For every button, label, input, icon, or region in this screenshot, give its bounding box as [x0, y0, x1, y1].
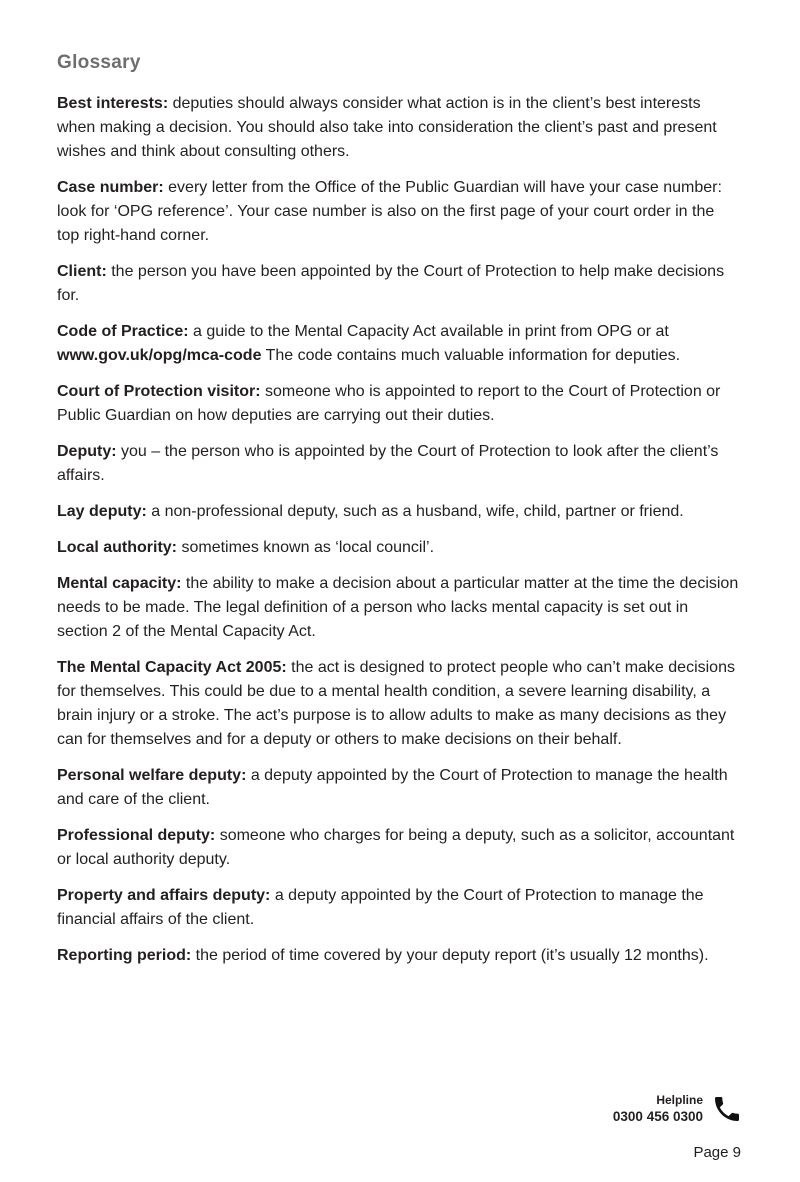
glossary-term: Case number: — [57, 179, 164, 196]
glossary-entry — [57, 764, 740, 812]
glossary-definition-text: sometimes known as ‘local council’. — [177, 539, 435, 556]
glossary-definition-text: The code contains much valuable information for deputies. — [261, 347, 681, 364]
page-title: Glossary — [57, 52, 141, 73]
glossary-entry — [57, 656, 740, 752]
glossary-definition-text: the period of time covered by your deputy report (it’s usually 12 months). — [191, 947, 709, 964]
glossary-definition-text: a guide to the Mental Capacity Act available in print from OPG or at — [188, 323, 669, 340]
glossary-term: Deputy: — [57, 443, 117, 460]
document-page — [0, 52, 800, 1182]
glossary-definition-text: a deputy appointed by the Court of Protection to manage the financial affairs of the client. — [57, 887, 704, 928]
glossary-entry — [57, 176, 740, 248]
glossary-definition-text: a non-professional deputy, such as a husband, wife, child, partner or friend. — [146, 503, 684, 520]
glossary-term: Mental capacity: — [57, 575, 182, 592]
glossary-list — [57, 92, 740, 968]
glossary-entry — [57, 884, 740, 932]
glossary-entry — [57, 260, 740, 308]
phone-icon — [711, 1092, 743, 1126]
glossary-term: Personal welfare deputy: — [57, 767, 247, 784]
glossary-term: Court of Protection visitor: — [57, 383, 261, 400]
glossary-definition-text: someone who charges for being a deputy, such as a solicitor, accountant or local authority deputy. — [57, 827, 735, 868]
glossary-definition-text: deputies should always consider what action is in the client’s best interests when making a decision. You should also take into consideration the client’s past and present wishes and think about consulting others. — [57, 95, 717, 160]
glossary-term: Local authority: — [57, 539, 178, 556]
glossary-term: Best interests: — [57, 95, 169, 112]
glossary-term: The Mental Capacity Act 2005: — [57, 659, 287, 676]
glossary-definition-text: every letter from the Office of the Public Guardian will have your case number: look for ‘OPG reference’. Your case number is also on the first page of your court order in the top right-hand corner. — [57, 179, 722, 244]
glossary-term: Code of Practice: — [57, 323, 189, 340]
glossary-term: Property and affairs deputy: — [57, 887, 271, 904]
glossary-entry — [57, 320, 740, 368]
glossary-definition-text: someone who is appointed to report to the Court of Protection or Public Guardian on how deputies are carrying out their duties. — [57, 383, 721, 424]
page-number: Page 9 — [693, 1144, 741, 1161]
glossary-term: Lay deputy: — [57, 503, 147, 520]
glossary-definition-text: you – the person who is appointed by the Court of Protection to look after the client’s affairs. — [57, 443, 719, 484]
glossary-entry — [57, 536, 740, 560]
glossary-entry — [57, 92, 740, 164]
glossary-entry — [57, 500, 740, 524]
glossary-term: Client: — [57, 263, 107, 280]
glossary-term: Reporting period: — [57, 947, 192, 964]
glossary-entry — [57, 824, 740, 872]
glossary-definition-text: the act is designed to protect people who can’t make decisions for themselves. This could be due to a mental health condition, a severe learning disability, a brain injury or a stroke. The act’s purpose is to allow adults to make as many decisions as they can for themselves and for a deputy or others to make decisions on their behalf. — [57, 659, 735, 748]
helpline-label: Helpline — [656, 1093, 703, 1107]
glossary-definition-text: the ability to make a decision about a particular matter at the time the decision needs to be made. The legal definition of a person who lacks mental capacity is set out in section 2 of the Mental Capacity Act. — [57, 575, 739, 640]
helpline-block — [613, 1092, 743, 1126]
glossary-term: Professional deputy: — [57, 827, 216, 844]
glossary-bold-text: www.gov.uk/opg/mca-code — [57, 347, 262, 364]
helpline-text — [613, 1093, 703, 1125]
glossary-entry — [57, 944, 740, 968]
glossary-definition-text: the person you have been appointed by the Court of Protection to help make decisions for. — [57, 263, 725, 304]
glossary-entry — [57, 380, 740, 428]
glossary-entry — [57, 572, 740, 644]
helpline-number: 0300 456 0300 — [612, 1109, 703, 1124]
glossary-entry — [57, 440, 740, 488]
glossary-definition-text: a deputy appointed by the Court of Protection to manage the health and care of the client. — [57, 767, 728, 808]
